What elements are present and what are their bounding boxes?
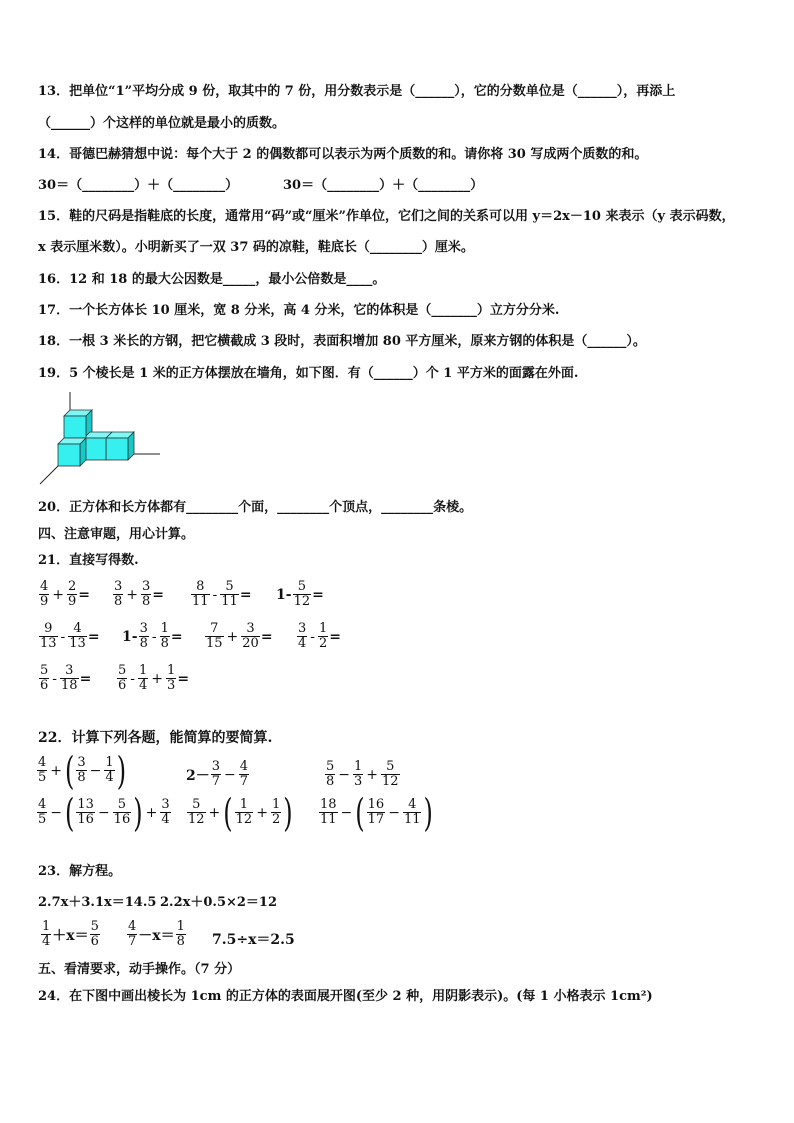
operator: =	[152, 586, 165, 603]
fraction	[271, 798, 281, 827]
denominator: 8	[139, 636, 148, 651]
numerator: 2	[68, 579, 77, 594]
numerator: 13	[77, 797, 94, 812]
numerator: 4	[403, 798, 422, 813]
operator: (	[223, 790, 233, 835]
fraction	[67, 580, 77, 609]
operator: (	[65, 748, 75, 793]
denominator: 4	[298, 636, 307, 651]
denominator: 11	[403, 812, 421, 827]
fraction	[160, 622, 170, 651]
denominator: 12	[188, 812, 205, 827]
fraction	[166, 664, 176, 693]
fraction	[318, 622, 328, 651]
fraction	[187, 798, 206, 827]
operator: =	[170, 628, 183, 645]
denominator: 11	[221, 594, 238, 609]
denominator: 6	[118, 678, 127, 693]
operator: +	[151, 670, 164, 687]
denominator: 2	[271, 812, 281, 827]
operator: －x＝	[138, 927, 175, 944]
q17: 17．一个长方体长 10 厘米，宽 8 分米，高 4 分米，它的体积是（_______）立方分分米.	[38, 303, 560, 318]
numerator: 5	[118, 663, 127, 678]
fraction	[39, 664, 49, 693]
denominator: 4	[139, 678, 148, 693]
q23-eq4	[126, 920, 187, 949]
operator: +	[50, 762, 63, 779]
operator: -	[52, 670, 58, 687]
fraction	[76, 756, 86, 785]
fraction	[127, 920, 137, 949]
operator: −	[340, 804, 353, 821]
fraction	[176, 920, 186, 949]
fraction	[37, 798, 47, 827]
q21-item	[38, 664, 91, 693]
cube-back-right	[106, 432, 134, 460]
denominator: 8	[114, 594, 123, 609]
q21-item	[38, 580, 90, 609]
numerator: 3	[161, 797, 170, 812]
fraction	[403, 798, 422, 827]
operator: −	[97, 804, 110, 821]
fraction	[220, 580, 239, 609]
operator: -	[151, 628, 157, 645]
denominator: 16	[113, 812, 131, 827]
denominator: 6	[40, 678, 49, 693]
section-4-heading: 四、注意审题，用心计算。	[38, 527, 195, 542]
operator: )	[116, 748, 127, 793]
fraction	[160, 798, 170, 827]
numerator: 1	[235, 798, 254, 813]
denominator: 15	[206, 636, 223, 651]
numerator: 3	[77, 755, 86, 770]
q22-expr-5	[186, 790, 294, 835]
operator: ＋x＝	[52, 927, 89, 944]
denominator: 6	[90, 934, 99, 949]
numerator: 3	[139, 621, 148, 636]
operator: =	[312, 586, 324, 603]
fraction	[325, 760, 335, 789]
q18: 18．一根 3 米长的方钢，把它横截成 3 段时，表面积增加 80 平方厘米，原来方钢的体积是（______）。	[38, 334, 646, 349]
numerator: 1	[139, 663, 148, 678]
denominator: 13	[69, 636, 86, 651]
operator: +	[126, 586, 139, 603]
operator: −	[224, 766, 236, 783]
numerator: 4	[128, 919, 137, 934]
denominator: 17	[367, 812, 385, 827]
operator: −	[50, 804, 63, 821]
operator: +	[52, 586, 65, 603]
q13-line2: （______）个这样的单位就是最小的质数。	[38, 116, 286, 131]
cube-back-corner	[64, 416, 86, 438]
denominator: 3	[354, 774, 363, 789]
numerator: 4	[239, 759, 249, 774]
operator: =	[87, 628, 100, 645]
fraction	[60, 664, 79, 693]
numerator: 4	[68, 622, 87, 637]
operator: −	[89, 762, 102, 779]
operator: −	[388, 804, 400, 821]
operator: )	[133, 790, 143, 835]
denominator: 4	[161, 812, 170, 827]
q19: 19．5 个棱长是 1 米的正方体摆放在墙角，如下图．有（______）个 1 平方米的面露在外面.	[38, 366, 579, 381]
operator: 7.5÷x＝2.5	[212, 932, 295, 948]
denominator: 3	[167, 678, 176, 693]
operator: (	[65, 790, 75, 835]
numerator: 1	[167, 663, 176, 678]
fraction	[37, 756, 47, 785]
denominator: 4	[42, 934, 51, 949]
denominator: 11	[320, 812, 337, 827]
numerator: 3	[241, 622, 260, 637]
operator: +	[256, 804, 268, 821]
operator: )	[283, 790, 293, 835]
q21-item	[296, 622, 341, 651]
operator: =	[177, 670, 190, 687]
numerator: 16	[367, 797, 385, 812]
numerator: 4	[38, 755, 47, 770]
q22-expr-6	[318, 790, 434, 835]
numerator: 5	[293, 580, 312, 595]
numerator: 7	[205, 622, 224, 637]
operator: )	[423, 790, 433, 835]
numerator: 1	[42, 919, 51, 934]
numerator: 5	[113, 798, 132, 813]
numerator: 5	[381, 760, 400, 775]
numerator: 9	[39, 622, 58, 637]
q23-eq2: 2.2x＋0.5×2＝12	[160, 895, 278, 910]
denominator: 18	[61, 678, 78, 693]
denominator: 20	[242, 636, 259, 651]
numerator: 1	[105, 755, 114, 770]
q16: 16．12 和 18 的最大公因数是_____，最小公倍数是____。	[38, 272, 386, 287]
fraction	[241, 622, 260, 651]
q21-item	[204, 622, 273, 651]
q23-eq5	[212, 929, 295, 949]
numerator: 3	[211, 759, 221, 774]
fraction	[117, 664, 127, 693]
q22-title: 22．计算下列各题，能简算的要简算.	[38, 730, 273, 746]
denominator: 9	[68, 594, 77, 609]
fraction	[41, 920, 51, 949]
denominator: 11	[192, 594, 209, 609]
numerator: 3	[60, 664, 79, 679]
fraction	[141, 580, 151, 609]
fraction	[205, 622, 224, 651]
q22-expr-1	[36, 748, 127, 793]
fraction	[353, 760, 363, 789]
denominator: 12	[293, 594, 311, 609]
denominator: 2	[319, 636, 328, 651]
q22-expr-3	[324, 760, 401, 789]
fraction	[39, 622, 58, 651]
operator: =	[79, 670, 92, 687]
q15-line1: 15．鞋的尺码是指鞋底的长度，通常用“码”或“厘米”作单位，它们之间的关系可以用 y＝2x－10 来表示（y 表示码数，	[38, 209, 735, 224]
q23-eq3	[40, 920, 101, 949]
q22-expr-2	[186, 760, 250, 789]
numerator: 1	[271, 797, 281, 812]
cube-front	[58, 438, 86, 466]
fraction	[381, 760, 400, 789]
fraction	[39, 580, 49, 609]
operator: −	[338, 766, 351, 783]
operator: +	[226, 628, 239, 645]
denominator: 5	[38, 812, 47, 827]
denominator: 8	[326, 774, 335, 789]
denominator: 9	[40, 594, 49, 609]
denominator: 7	[128, 934, 137, 949]
fraction	[191, 580, 210, 609]
denominator: 7	[239, 774, 249, 789]
q20: 20．正方体和长方体都有________个面，________个顶点，________条棱。	[38, 500, 473, 515]
q14-eq2: 30＝（________）＋（________）	[283, 178, 484, 193]
numerator: 3	[298, 621, 307, 636]
fraction	[76, 798, 95, 827]
numerator: 18	[320, 797, 337, 812]
operator: 1-	[122, 628, 138, 645]
operator: +	[145, 804, 158, 821]
q21-item	[122, 622, 183, 651]
denominator: 8	[160, 636, 169, 651]
numerator: 1	[160, 621, 169, 636]
q23-eq1: 2.7x＋3.1x＝14.5	[38, 895, 157, 910]
operator: +	[208, 804, 221, 821]
fraction	[113, 798, 132, 827]
fraction	[113, 580, 123, 609]
q21-item	[190, 580, 252, 609]
numerator: 5	[326, 759, 335, 774]
q21-item	[112, 580, 164, 609]
operator: -	[60, 628, 66, 645]
q23-title: 23．解方程。	[38, 864, 122, 879]
numerator: 5	[90, 919, 99, 934]
fraction	[90, 920, 100, 949]
fraction	[235, 798, 254, 827]
operator: =	[78, 586, 91, 603]
section-5-heading: 五、看清要求，动手操作。（7 分）	[38, 962, 241, 977]
numerator: 1	[176, 919, 185, 934]
operator: =	[239, 586, 252, 603]
q21-item	[38, 622, 100, 651]
q21-item	[276, 580, 324, 609]
denominator: 16	[77, 812, 94, 827]
numerator: 1	[354, 759, 363, 774]
fraction	[138, 664, 148, 693]
fraction	[104, 756, 114, 785]
fraction	[211, 760, 221, 789]
fraction	[367, 798, 386, 827]
corner-cubes-figure	[38, 388, 168, 488]
operator: -	[130, 670, 136, 687]
operator: =	[329, 628, 342, 645]
fraction	[293, 580, 312, 609]
numerator: 5	[187, 798, 206, 813]
q21-item	[116, 664, 189, 693]
q14-line1: 14．哥德巴赫猜想中说：每个大于 2 的偶数都可以表示为两个质数的和。请你将 30 写成两个质数的和。	[38, 147, 648, 162]
denominator: 7	[211, 774, 221, 789]
numerator: 8	[191, 580, 210, 595]
operator: 1-	[276, 586, 292, 603]
denominator: 13	[40, 636, 57, 651]
denominator: 5	[38, 770, 47, 785]
numerator: 3	[142, 579, 151, 594]
fraction	[319, 798, 338, 827]
numerator: 5	[40, 663, 49, 678]
denominator: 4	[105, 770, 114, 785]
operator: 2－	[186, 767, 210, 784]
q13-line1: 13．把单位“1”平均分成 9 份，取其中的 7 份，用分数表示是（______），它的分数单位是（______），再添上	[38, 84, 676, 99]
denominator: 12	[235, 812, 253, 827]
operator: =	[260, 628, 273, 645]
q24: 24．在下图中画出棱长为 1cm 的正方体的表面展开图(至少 2 种，用阴影表示)。(每 1 小格表示 1cm²)	[38, 989, 653, 1004]
numerator: 4	[40, 579, 49, 594]
numerator: 3	[114, 579, 123, 594]
denominator: 8	[176, 934, 185, 949]
fraction	[68, 622, 87, 651]
denominator: 8	[77, 770, 86, 785]
fraction	[297, 622, 307, 651]
q14-eq1: 30＝（________）＋（________）	[38, 178, 239, 193]
denominator: 8	[142, 594, 151, 609]
fraction	[139, 622, 149, 651]
operator: -	[310, 628, 316, 645]
q22-expr-4	[36, 790, 172, 835]
numerator: 5	[220, 580, 239, 595]
fraction	[239, 760, 249, 789]
numerator: 4	[38, 797, 47, 812]
q15-line2: x 表示厘米数）。小明新买了一双 37 码的凉鞋，鞋底长（________）厘米。	[38, 240, 474, 255]
operator: (	[355, 790, 365, 835]
operator: -	[212, 586, 218, 603]
operator: +	[366, 766, 379, 783]
denominator: 12	[382, 774, 399, 789]
q21-title: 21．直接写得数.	[38, 553, 139, 568]
numerator: 1	[319, 621, 328, 636]
